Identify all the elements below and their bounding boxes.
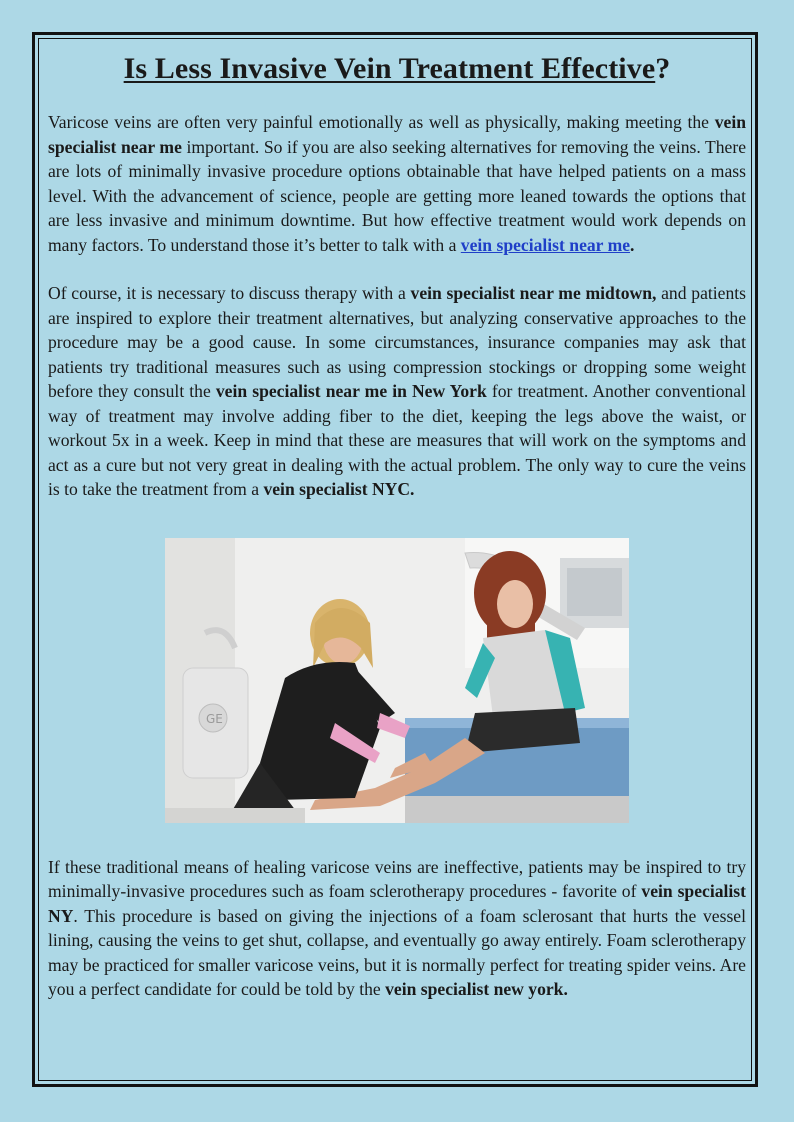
paragraph-3: If these traditional means of healing varicose veins are ineffective, patients may be inspired to try minimally-invasive procedures such as foam sclerotherapy procedures - favorite of vein specialist NY. This procedure is based on giving the injections of a foam sclerosant that hurts the vessel lining, causing the veins to get shut, collapse, and eventually go away entirely. Foam sclerotherapy may be practiced for smaller varicose veins, but it is normally perfect for treating spider veins. Are you a perfect candidate for could be told by the vein specialist new york. — [48, 856, 747, 999]
title-punct: ? — [655, 52, 671, 85]
bold-keyword: vein specialist new york. — [385, 979, 568, 999]
treatment-photo — [165, 538, 629, 823]
bold-keyword: vein specialist NYC. — [263, 479, 415, 499]
bold-keyword: vein specialist near me — [48, 112, 746, 157]
paragraph-1: Varicose veins are often very painful emotionally as well as physically, making meeting the vein specialist near me important. So if you are also seeking alternatives for removing the veins. There are lots of minimally invasive procedure options obtainable that have helped patients on a mass level. With the advancement of science, people are getting more leaned towards the options that are less invasive and minimum downtime. But how effective treatment would work depends on many factors. To understand those it’s better to talk with a vein specialist near me. — [48, 112, 747, 255]
clinic-scene-illustration — [165, 538, 629, 823]
page-title — [48, 50, 746, 88]
equipment-logo: GE — [206, 711, 223, 726]
bold-keyword: vein specialist NY — [48, 881, 747, 926]
title-text: Is Less Invasive Vein Treatment Effective — [123, 52, 656, 85]
article — [48, 50, 746, 1002]
spacer — [48, 823, 746, 855]
paragraph-2: Of course, it is necessary to discuss therapy with a vein specialist near me midtown, and patients are inspired to explore their treatment alternatives, but analyzing conservative approaches to the procedure may be a good cause. In some circumstances, insurance companies may ask that patients try traditional measures such as using compression stockings or dropping some weight before they consult the vein specialist near me in New York for treatment. Another conventional way of treatment may involve adding fiber to the diet, keeping the legs above the waist, or workout 5x in a week. Keep in mind that these are measures that will work on the symptoms and act as a cure but not very great in dealing with the actual problem. The only way to cure the veins is to take the treatment from a vein specialist NYC. — [48, 283, 746, 499]
bold-keyword: vein specialist near me midtown, — [410, 283, 657, 303]
bold-keyword: vein specialist near me in New York — [215, 381, 487, 401]
vein-specialist-link[interactable]: vein specialist near me — [460, 234, 631, 255]
